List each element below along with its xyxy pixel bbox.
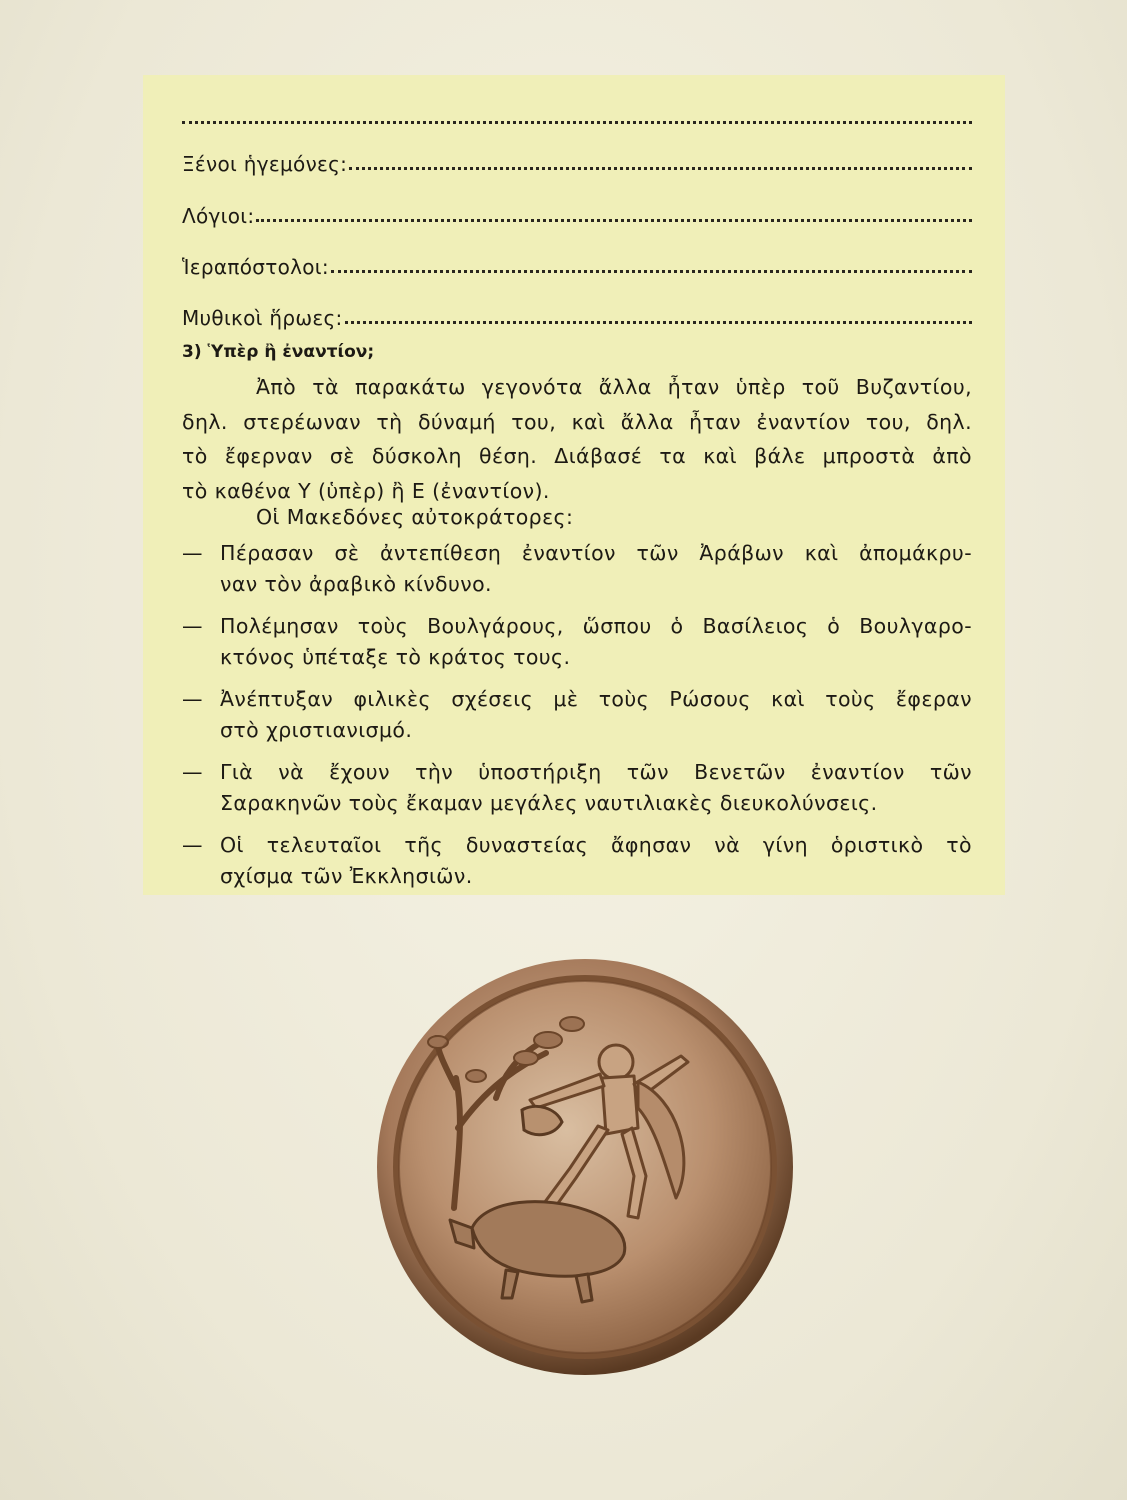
intro-line: Ἀπὸ τὰ παρακάτω γεγονότα ἄλλα ἦταν ὑπὲρ τοῦ Βυζαντίου, [256,375,972,399]
intro-line: τὸ ἔφερναν σὲ δύσκολη θέση. Διάβασέ τα καὶ βάλε μπροστὰ ἀπὸ [182,444,972,468]
field-dotted-blank [349,167,972,170]
statement-line: κτόνος ὑπέταξε τὸ κράτος τους. [220,645,571,669]
statement-line: σχίσμα τῶν Ἐκκλησιῶν. [220,864,473,888]
statement-line: Σαρακηνῶν τοὺς ἔκαμαν μεγάλες ναυτιλιακὲς διευκολύνσεις. [220,791,878,815]
statement-item [182,830,972,892]
intro-paragraph [182,370,972,508]
dash-marker: — [182,541,203,565]
statement-line: Γιὰ νὰ ἔχουν τὴν ὑποστήριξη τῶν Βενετῶν ἐναντίον τῶν [220,760,972,784]
statement-list [182,538,972,903]
blank-answer-line [182,101,972,124]
field-mythical-heroes [182,300,972,330]
intro-line: δηλ. στερέωναν τὴ δύναμή του, καὶ ἄλλα ἦταν ἐναντίον του, δηλ. [182,409,972,434]
field-dotted-blank [256,219,972,222]
field-label: Ἱεραπόστολοι: [182,255,329,279]
medallion-illustration [376,958,794,1376]
statement-line: Πέρασαν σὲ ἀντεπίθεση ἐναντίον τῶν Ἀράβων καὶ ἀπομάκρυ- [220,541,972,565]
dash-marker: — [182,614,203,638]
statement-item [182,538,972,600]
field-label: Μυθικοὶ ἥρωες: [182,306,343,330]
intro-line: τὸ καθένα Υ (ὑπὲρ) ἢ Ε (ἐναντίον). [182,478,550,503]
statement-item [182,684,972,746]
statement-item [182,757,972,819]
field-foreign-rulers [182,146,972,176]
subheading: Οἱ Μακεδόνες αὐτοκράτορες: [256,505,574,529]
field-dotted-blank [331,270,972,273]
section-heading: 3) Ὑπὲρ ἢ ἐναντίον; [182,342,375,362]
bronze-medallion-image [376,958,794,1376]
field-scholars [182,198,972,228]
statement-line: ναν τὸν ἀραβικὸ κίνδυνο. [220,572,492,596]
statement-line: στὸ χριστιανισμό. [220,718,413,742]
dash-marker: — [182,833,203,857]
field-missionaries [182,249,972,279]
field-label: Λόγιοι: [182,204,255,228]
statement-line: Οἱ τελευταῖοι τῆς δυναστείας ἄφησαν νὰ γίνη ὁριστικὸ τὸ [220,833,972,857]
dash-marker: — [182,760,203,784]
statement-line: Ἀνέπτυξαν φιλικὲς σχέσεις μὲ τοὺς Ρώσους καὶ τοὺς ἔφεραν [220,687,972,711]
dash-marker: — [182,687,203,711]
field-label: Ξένοι ἡγεμόνες: [182,152,348,176]
statement-item [182,611,972,673]
field-dotted-blank [345,321,972,324]
statement-line: Πολέμησαν τοὺς Βουλγάρους, ὥσπου ὁ Βασίλειος ὁ Βουλγαρο- [220,614,972,638]
